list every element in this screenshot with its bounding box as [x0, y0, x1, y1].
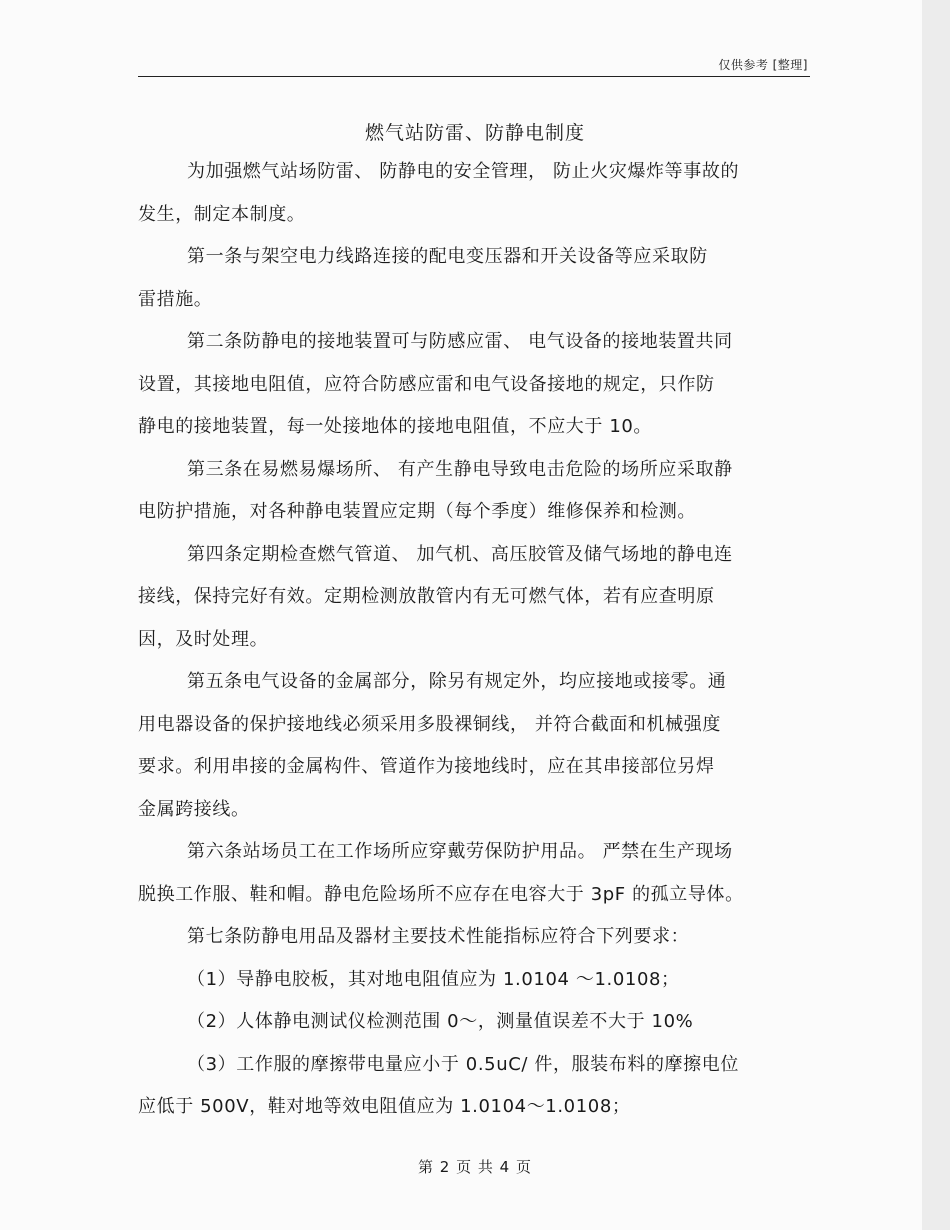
- page-footer: 第 2 页 共 4 页: [418, 1158, 532, 1176]
- paragraph-line: 应低于 500V，鞋对地等效电阻值应为 1.0104～1.0108；: [138, 1096, 631, 1117]
- list-item: （1）导静电胶板，其对地电阻值应为 1.0104 ～1.0108；: [187, 969, 680, 990]
- paragraph-line: 金属跨接线。: [138, 799, 250, 820]
- header-rule: [138, 76, 810, 77]
- paragraph-line: 发生，制定本制度。: [138, 204, 306, 225]
- paragraph-line: 第二条防静电的接地装置可与防感应雷、 电气设备的接地装置共同: [187, 331, 733, 352]
- paragraph-line: 静电的接地装置，每一处接地体的接地电阻值，不应大于 10。: [138, 416, 653, 437]
- paragraph-line: 雷措施。: [138, 289, 213, 310]
- header-note: 仅供参考 [整理]: [718, 58, 808, 72]
- paragraph-line: 设置，其接地电阻值，应符合防感应雷和电气设备接地的规定，只作防: [138, 374, 715, 395]
- paragraph-line: 接线，保持完好有效。定期检测放散管内有无可燃气体，若有应查明原: [138, 586, 715, 607]
- paragraph-line: 要求。利用串接的金属构件、管道作为接地线时，应在其串接部位另焊: [138, 756, 715, 777]
- paragraph-line: 第五条电气设备的金属部分，除另有规定外，均应接地或接零。通: [187, 671, 727, 692]
- list-item: （2）人体静电测试仪检测范围 0～，测量值误差不大于 10%: [187, 1011, 694, 1032]
- paragraph-line: 第四条定期检查燃气管道、 加气机、高压胶管及储气场地的静电连: [187, 544, 733, 565]
- list-item: （3）工作服的摩擦带电量应小于 0.5uC/ 件，服装布料的摩擦电位: [187, 1054, 739, 1075]
- paragraph-line: 第一条与架空电力线路连接的配电变压器和开关设备等应采取防: [187, 246, 708, 267]
- paragraph-line: 脱换工作服、鞋和帽。静电危险场所不应存在电容大于 3pF 的孤立导体。: [138, 884, 744, 905]
- paragraph-line: 为加强燃气站场防雷、 防静电的安全管理， 防止火灾爆炸等事故的: [187, 161, 740, 182]
- paragraph-line: 用电器设备的保护接地线必须采用多股裸铜线， 并符合截面和机械强度: [138, 714, 721, 735]
- paragraph-line: 电防护措施，对各种静电装置应定期（每个季度）维修保养和检测。: [138, 501, 696, 522]
- page-edge: [922, 0, 950, 1230]
- paragraph-line: 因，及时处理。: [138, 629, 269, 650]
- paragraph-line: 第六条站场员工在工作场所应穿戴劳保防护用品。 严禁在生产现场: [187, 841, 733, 862]
- paragraph-line: 第三条在易燃易爆场所、 有产生静电导致电击危险的场所应采取静: [187, 459, 733, 480]
- document-title: 燃气站防雷、防静电制度: [364, 122, 585, 144]
- paragraph-line: 第七条防静电用品及器材主要技术性能指标应符合下列要求：: [187, 926, 690, 947]
